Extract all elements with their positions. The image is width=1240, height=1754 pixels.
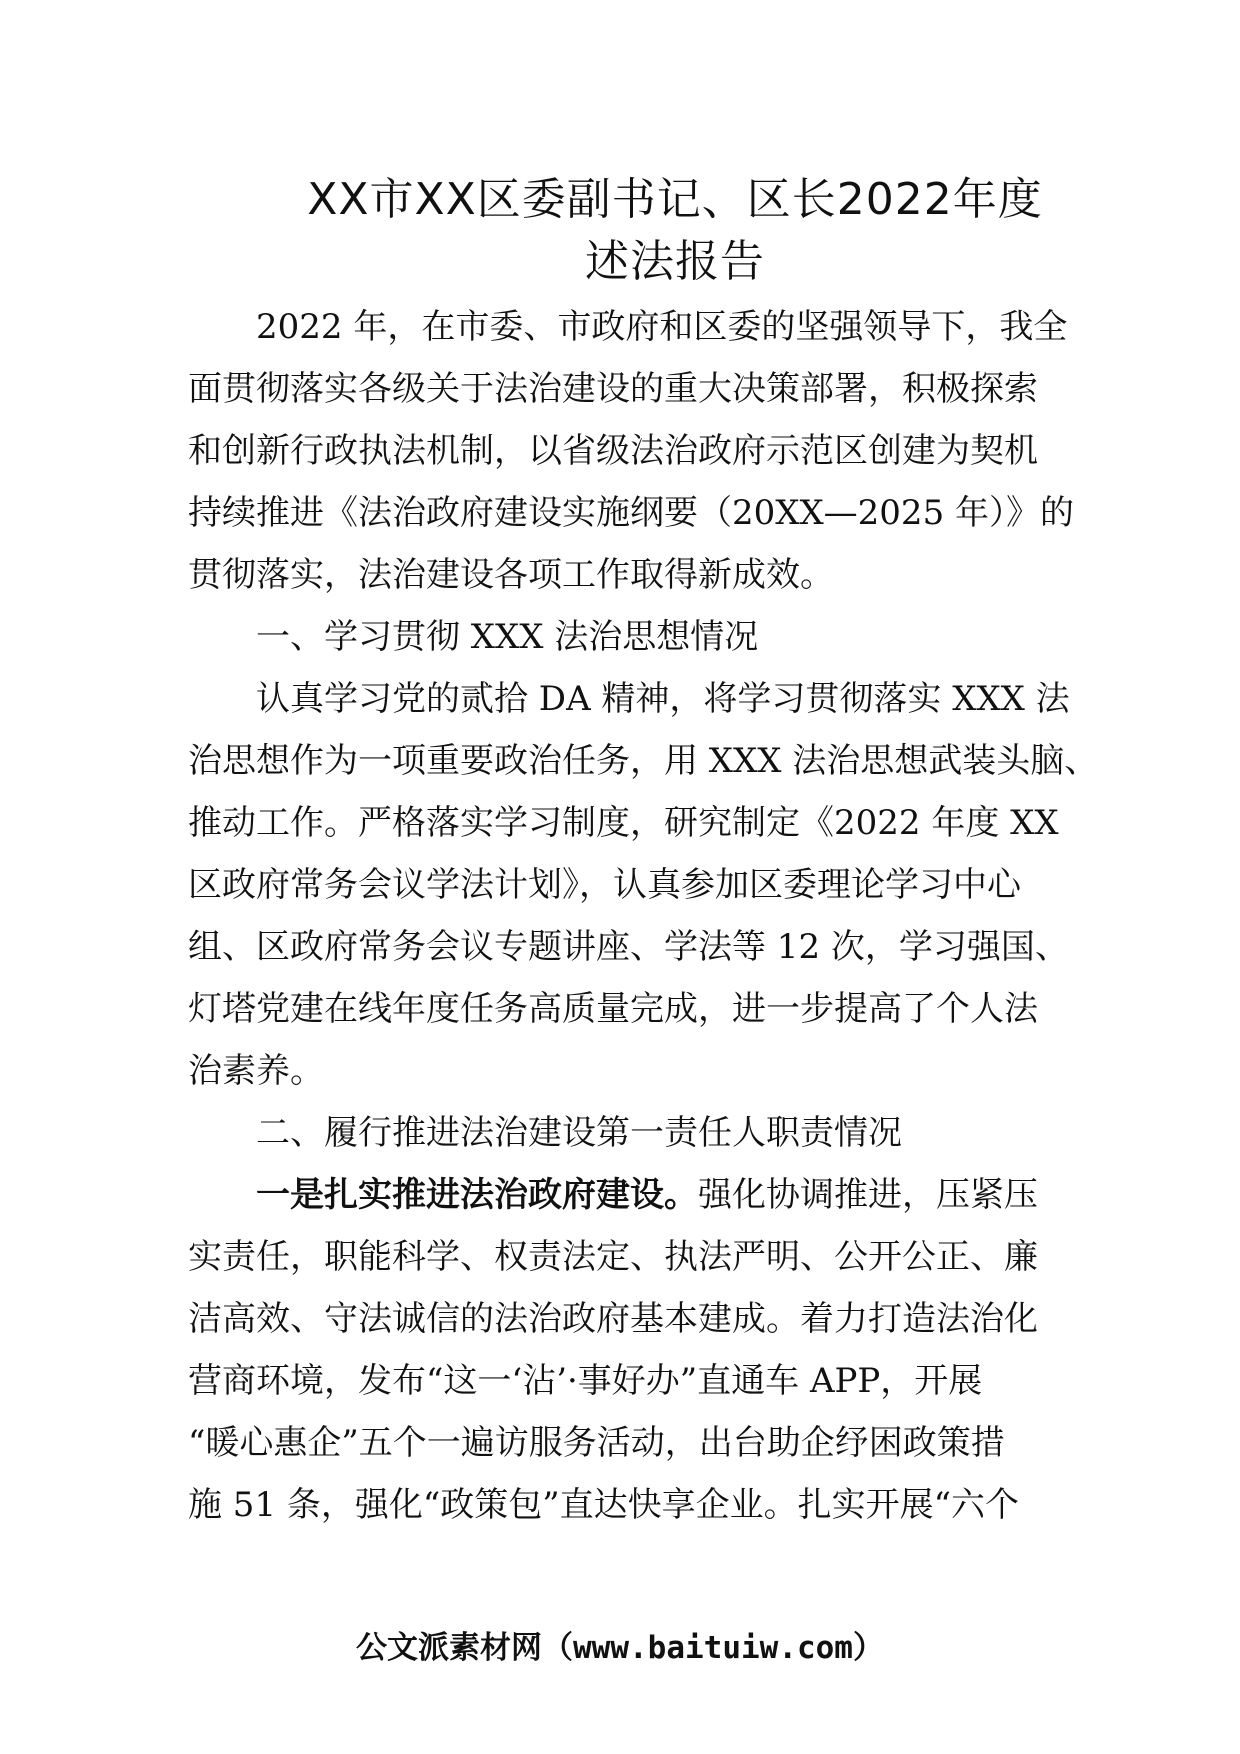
- text-line: 治思想作为一项重要政治任务，用 XXX 法治思想武装头脑、: [188, 741, 1099, 781]
- section-heading-2: 二、履行推进法治建设第一责任人职责情况: [256, 1113, 902, 1153]
- text-line: 营商环境，发布“这一‘沾’·事好办”直通车 APP，开展: [188, 1361, 983, 1401]
- bold-lead-text: 一是扎实推进法治政府建设。: [256, 1175, 698, 1215]
- text-line: 面贯彻落实各级关于法治建设的重大决策部署，积极探索: [188, 369, 1038, 409]
- section-heading-1: 一、学习贯彻 XXX 法治思想情况: [256, 617, 759, 657]
- section1-paragraph: [188, 668, 1099, 1102]
- text-line: 治素养。: [188, 1051, 324, 1091]
- text-line: 区政府常务会议学法计划》，认真参加区委理论学习中心: [188, 865, 1021, 905]
- footer-watermark-text: 公文派素材网（www.baituiw.com）: [356, 1630, 884, 1666]
- section2-paragraph: [188, 1164, 1068, 1536]
- lead-rest-text: 强化协调推进，压紧压: [698, 1175, 1038, 1215]
- text-line: 施 51 条，强化“政策包”直达快享企业。扎实开展“六个: [188, 1485, 1020, 1525]
- document-body: [188, 296, 1099, 1536]
- document-title-line2: 述法报告: [585, 236, 765, 287]
- text-line: 实责任，职能科学、权责法定、执法严明、公开公正、廉: [188, 1237, 1038, 1277]
- text-line: 持续推进《法治政府建设实施纲要（20XX—2025 年）》的: [188, 493, 1075, 533]
- text-line: 和创新行政执法机制，以省级法治政府示范区创建为契机: [188, 431, 1038, 471]
- text-line: 推动工作。严格落实学习制度，研究制定《2022 年度 XX: [188, 803, 1059, 843]
- text-line: [188, 1164, 1068, 1226]
- intro-paragraph: [188, 296, 1075, 606]
- text-line: 贯彻落实，法治建设各项工作取得新成效。: [188, 555, 834, 595]
- text-line: 洁高效、守法诚信的法治政府基本建成。着力打造法治化: [188, 1299, 1038, 1339]
- document-title-line1: XX市XX区委副书记、区长2022年度: [307, 174, 1043, 225]
- text-line: 认真学习党的贰拾 DA 精神，将学习贯彻落实 XXX 法: [256, 679, 1070, 719]
- text-line: 灯塔党建在线年度任务高质量完成，进一步提高了个人法: [188, 989, 1038, 1029]
- text-line: 组、区政府常务会议专题讲座、学法等 12 次，学习强国、: [188, 927, 1069, 967]
- text-line: 2022 年，在市委、市政府和区委的坚强领导下，我全: [256, 307, 1068, 347]
- text-line: “暖心惠企”五个一遍访服务活动，出台助企纾困政策措: [188, 1423, 1005, 1463]
